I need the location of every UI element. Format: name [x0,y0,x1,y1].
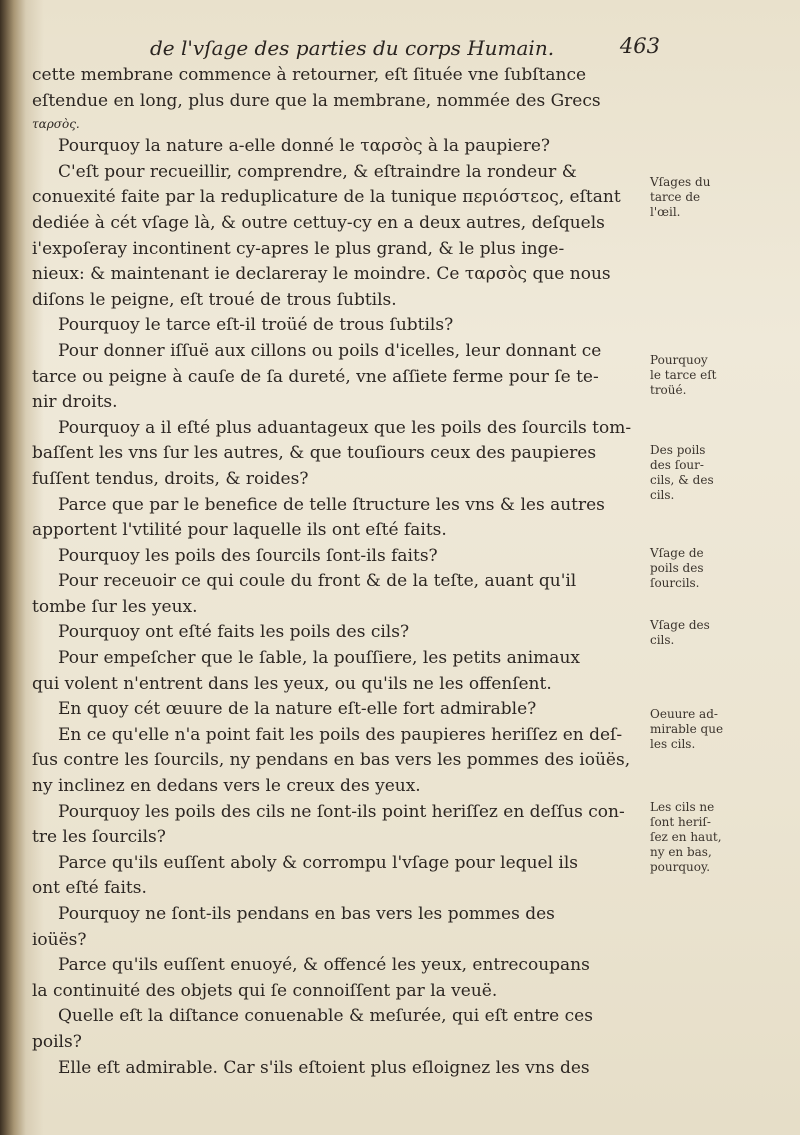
margin-note [650,546,704,591]
text-line: En quoy cét œuure de la nature eſt-elle fort admirable? [58,699,537,720]
text-line: tre les ſourcils? [32,827,166,848]
margin-note-line: des ſour- [650,458,704,472]
text-line: conuexité faite par la reduplicature de la tunique περιόστεος, eſtant [32,187,621,208]
margin-note [650,175,710,220]
margin-note-line: cils. [650,488,675,502]
text-line: baſſent les vns ſur les autres, & que touſiours ceux des paupieres [32,443,597,464]
margin-note [650,618,710,648]
margin-note-line: pourquoy. [650,860,711,874]
margin-note-line: les cils. [650,737,696,751]
margin-note-line: ſont heriſ- [650,815,711,829]
margin-note [650,707,723,752]
margin-note-line: ſourcils. [650,576,700,590]
page-number: 463 [619,34,660,58]
margin-note [650,353,716,398]
text-line: Pourquoy a il eſté plus aduantageux que les poils des ſourcils tom- [58,417,632,438]
margin-note-line: ny en bas, [650,845,712,859]
text-line: dediée à cét vſage là, & outre cettuy-cy en a deux autres, deſquels [32,212,605,233]
text-line: Elle eſt admirable. Car s'ils eſtoient plus eſloignez les vns des [58,1057,590,1078]
text-line: ſus contre les ſourcils, ny pendans en bas vers les pommes des ioüës, [32,750,631,771]
margin-note-line: l'œil. [650,205,681,219]
text-line: Parce qu'ils euſſent enuoyé, & offencé les yeux, entrecoupans [58,955,590,976]
text-line: Pour donner iſſuë aux cillons ou poils d'icelles, leur donnant ce [58,340,602,361]
text-line: tarce ou peigne à cauſe de ſa dureté, vne aſſiete ferme pour ſe te- [32,366,599,387]
text-line: Quelle eſt la diſtance conuenable & meſurée, qui eſt entre ces [58,1006,593,1027]
text-line: Pourquoy les poils des cils ne ſont-ils point heriſſez en deſſus con- [58,801,625,822]
text-line: eſtendue en long, plus dure que la membrane, nommée des Grecs [32,90,601,111]
text-line: Pour receuoir ce qui coule du front & de la teſte, auant qu'il [58,571,577,592]
text-line: diſons le peigne, eſt troué de trous ſubtils. [32,289,397,310]
margin-note-line: Vſages du [650,175,711,189]
margin-note-line: mirable que [650,722,724,736]
text-line: fuſſent tendus, droits, & roides? [32,468,309,489]
text-line: Pour empeſcher que le ſable, la pouſſiere, les petits animaux [58,648,580,669]
text-line: Parce qu'ils euſſent aboly & corrompu l'vſage pour lequel ils [58,852,579,873]
margin-note-line: Vſage des [650,618,710,632]
text-line: Pourquoy les poils des ſourcils ſont-ils faits? [58,545,438,566]
text-line: nieux: & maintenant ie declareray le moindre. Ce ταρσὸς que nous [32,264,611,285]
margin-note-line: cils, & des [650,473,714,487]
text-line: apportent l'vtilité pour laquelle ils ont eſté faits. [32,520,447,541]
margin-note-line: cils. [650,633,675,647]
text-line: Pourquoy le tarce eſt-il troüé de trous ſubtils? [58,315,454,336]
text-line: la continuité des objets qui ſe connoiſſent par la veuë. [32,980,498,1001]
margin-note [650,443,714,503]
text-line: ont eſté faits. [32,878,147,899]
text-line: Parce que par le benefice de telle ſtructure les vns & les autres [58,494,605,515]
margin-note-line: tarce de [650,190,701,204]
main-text [32,63,644,1081]
text-line: qui volent n'entrent dans les yeux, ou qu'ils ne les offenſent. [32,673,552,694]
running-title: de l'vſage des parties du corps Humain. [150,36,555,60]
margin-note-line: Oeuure ad- [650,707,718,721]
text-line: ioüës? [32,929,87,950]
text-line: cette membrane commence à retourner, eſt ſituée vne ſubſtance [32,65,587,85]
margin-note-line: Les cils ne [650,800,715,814]
text-line: poils? [32,1031,82,1052]
text-line: En ce qu'elle n'a point fait les poils des paupieres heriſſez en deſ- [58,724,623,745]
margin-note-line: le tarce eſt [650,368,717,382]
text-line: C'eſt pour recueillir, comprendre, & eſtraindre la rondeur & [58,161,577,182]
margin-note-line: poils des [650,561,704,575]
margin-note [650,800,722,875]
text-line: nir droits. [32,392,118,413]
running-header [140,36,660,66]
text-line: tombe ſur les yeux. [32,596,198,617]
margin-note-line: troüé. [650,383,687,397]
text-line: i'expoſeray incontinent cy-apres le plus grand, & le plus inge- [32,238,565,259]
margin-note-line: Vſage de [650,546,704,560]
text-line: ταρσὸς. [32,117,80,132]
text-line: ny inclinez en dedans vers le creux des yeux. [32,776,421,797]
text-line: Pourquoy ne ſont-ils pendans en bas vers les pommes des [58,904,555,924]
margin-note-line: Des poils [650,443,706,457]
text-line: Pourquoy la nature a-elle donné le ταρσὸς à la paupiere? [58,136,551,157]
margin-note-line: Pourquoy [650,353,708,367]
text-line: Pourquoy ont eſté faits les poils des cils? [58,622,410,643]
margin-note-line: ſez en haut, [650,830,722,844]
